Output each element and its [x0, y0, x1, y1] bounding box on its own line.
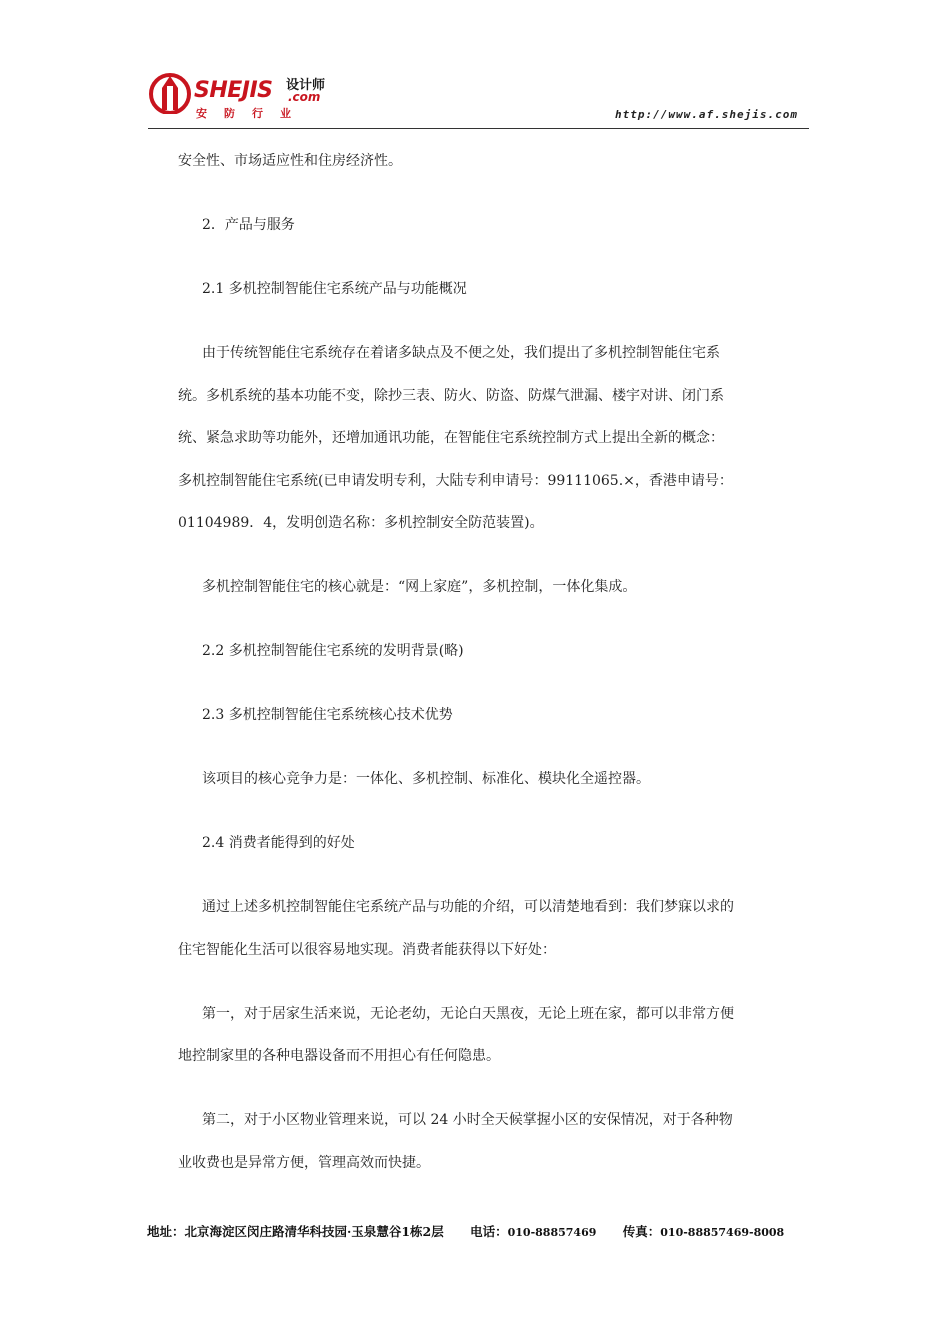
- logo-emblem-icon: [148, 70, 192, 114]
- paragraph-line: 01104989．4，发明创造名称：多机控制安全防范装置)。: [178, 515, 544, 532]
- paragraph-line: 多机控制智能住宅的核心就是：“网上家庭”，多机控制，一体化集成。: [202, 579, 637, 596]
- footer-phone-label: 电话：: [470, 1224, 508, 1239]
- paragraph-line: 该项目的核心竞争力是：一体化、多机控制、标准化、模块化全遥控器。: [202, 771, 650, 788]
- page-footer: [147, 1222, 807, 1240]
- page-header: [0, 0, 950, 135]
- paragraph-line: 业收费也是异常方便，管理高效而快捷。: [178, 1154, 430, 1171]
- paragraph-line: 多机控制智能住宅系统(已申请发明专利，大陆专利申请号：99111065.×，香港申请号：: [178, 472, 733, 489]
- document-body: [178, 140, 778, 1185]
- section-heading: 2.4 消费者能得到的好处: [202, 835, 355, 852]
- paragraph-line: 安全性、市场适应性和住房经济性。: [178, 153, 402, 169]
- paragraph-line: 住宅智能化生活可以很容易地实现。消费者能获得以下好处：: [178, 941, 556, 958]
- header-divider: [148, 128, 809, 129]
- paragraph-line: 由于传统智能住宅系统存在着诸多缺点及不便之处，我们提出了多机控制智能住宅系: [202, 344, 720, 361]
- logo-wordmark: SHEJIS: [194, 78, 273, 103]
- section-heading: 2.2 多机控制智能住宅系统的发明背景(略): [202, 643, 464, 660]
- section-heading: 2．产品与服务: [202, 216, 295, 233]
- footer-fax-value: 010-88857469-8008: [660, 1226, 785, 1239]
- paragraph-line: 地控制家里的各种电器设备而不用担心有任何隐患。: [178, 1048, 500, 1065]
- paragraph-line: 统。多机系统的基本功能不变，除抄三表、防火、防盗、防煤气泄漏、楼宇对讲、闭门系: [178, 387, 724, 404]
- paragraph-line: 统、紧急求助等功能外，还增加通讯功能，在智能住宅系统控制方式上提出全新的概念：: [178, 430, 724, 447]
- footer-fax-label: 传真：: [622, 1224, 661, 1239]
- footer-phone-value: 010-88857469: [507, 1226, 597, 1239]
- footer-phone: [470, 1224, 596, 1239]
- section-heading: 2.1 多机控制智能住宅系统产品与功能概况: [202, 280, 467, 297]
- site-url[interactable]: http://www.af.shejis.com: [615, 108, 798, 121]
- paragraph-line: 第一，对于居家生活来说，无论老幼，无论白天黑夜，无论上班在家，都可以非常方便: [202, 1005, 734, 1022]
- logo-dotcom: .com: [288, 90, 321, 104]
- shejis-logo[interactable]: [148, 68, 348, 124]
- paragraph-line: 通过上述多机控制智能住宅系统产品与功能的介绍，可以清楚地看到：我们梦寐以求的: [202, 899, 734, 916]
- logo-subtitle: 安防行业: [196, 107, 308, 120]
- footer-address: 地址：北京海淀区闵庄路清华科技园·玉泉慧谷1栋2层: [147, 1224, 444, 1239]
- section-heading: 2.3 多机控制智能住宅系统核心技术优势: [202, 707, 453, 724]
- logo-chinese: 设计师: [286, 78, 326, 93]
- paragraph-line: 第二，对于小区物业管理来说，可以 24 小时全天候掌握小区的安保情况，对于各种物: [202, 1112, 733, 1129]
- footer-fax: [623, 1224, 784, 1239]
